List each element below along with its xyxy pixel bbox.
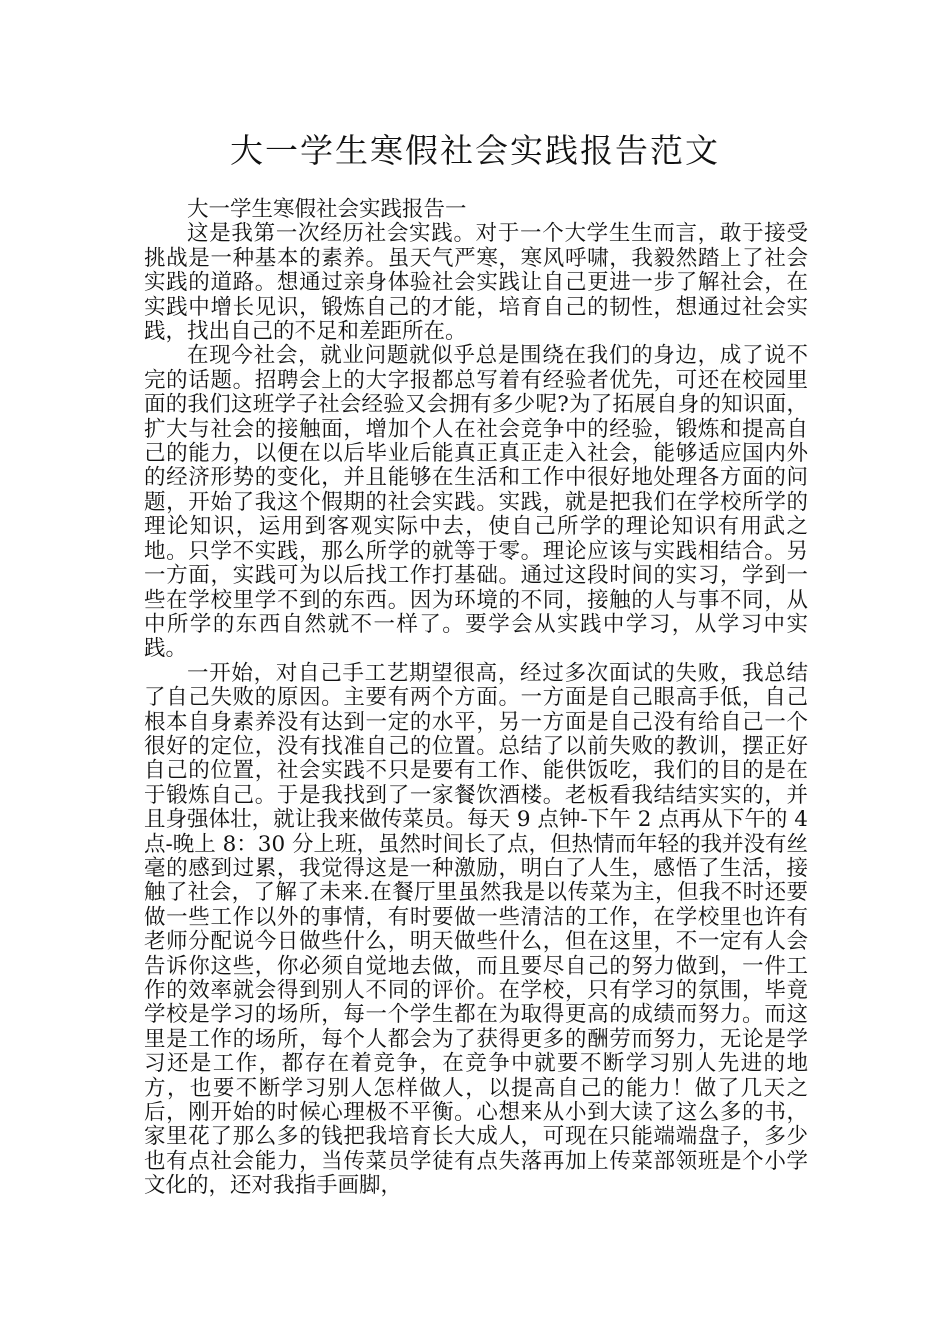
document-body: [144, 198, 808, 1199]
paragraph: 这是我第一次经历社会实践。对于一个大学生生而言，敢于接受挑战是一种基本的素养。虽天气严寒，寒风呼啸，我毅然踏上了社会实践的道路。想通过亲身体验社会实践让自己更进一步了解社会，在实践中增长见识，锻炼自己的才能，培育自己的韧性，想通过社会实践，找出自己的不足和差距所在。: [144, 221, 808, 345]
paragraph: 在现今社会，就业问题就似乎总是围绕在我们的身边，成了说不完的话题。招聘会上的大字报都总写着有经验者优先，可还在校园里面的我们这班学子社会经验又会拥有多少呢?为了拓展自身的知识面，扩大与社会的接触面，增加个人在社会竞争中的经验，锻炼和提高自己的能力，以便在以后毕业后能真正真正走入社会，能够适应国内外的经济形势的变化，并且能够在生活和工作中很好地处理各方面的问题，开始了我这个假期的社会实践。实践，就是把我们在学校所学的理论知识，运用到客观实际中去，使自己所学的理论知识有用武之地。只学不实践，那么所学的就等于零。理论应该与实践相结合。另一方面，实践可为以后找工作打基础。通过这段时间的实习，学到一些在学校里学不到的东西。因为环境的不同，接触的人与事不同，从中所学的东西自然就不一样了。要学会从实践中学习，从学习中实践。: [144, 343, 808, 662]
document-title: 大一学生寒假社会实践报告范文: [230, 131, 720, 170]
paragraph: 一开始，对自己手工艺期望很高，经过多次面试的失败，我总结了自己失败的原因。主要有两个方面。一方面是自己眼高手低，自己根本自身素养没有达到一定的水平，另一方面是自己没有给自己一个很好的定位，没有找准自己的位置。总结了以前失败的教训，摆正好自己的位置，社会实践不只是要有工作、能供饭吃，我们的目的是在于锻炼自己。于是我找到了一家餐饮酒楼。老板看我结结实实的，并且身强体壮，就让我来做传菜员。每天 9 点钟-下午 2 点再从下午的 4 点-晚上 8：30 分上班，虽然时间长了点，但热情而年轻的我并没有丝毫的感到过累，我觉得这是一种激励，明白了人生，感悟了生活，接触了社会，了解了未来.在餐厅里虽然我是以传菜为主，但我不时还要做一些工作以外的事情，有时要做一些清洁的工作，在学校里也许有老师分配说今日做些什么，明天做些什么，但在这里，不一定有人会告诉你这些，你必须自觉地去做，而且要尽自己的努力做到，一件工作的效率就会得到别人不同的评价。在学校，只有学习的氛围，毕竟学校是学习的场所，每一个学生都在为取得更高的成绩而努力。而这里是工作的场所，每个人都会为了获得更多的酬劳而努力，无论是学习还是工作，都存在着竞争，在竞争中就要不断学习别人先进的地方，也要不断学习别人怎样做人，以提高自己的能力！做了几天之后，刚开始的时候心理极不平衡。心想来从小到大读了这么多的书，家里花了那么多的钱把我培育长大成人，可现在只能端端盘子，多少也有点社会能力，当传菜员学徒有点失落再加上传菜部领班是个小学文化的，还对我指手画脚，: [144, 660, 808, 1199]
section-heading: 大一学生寒假社会实践报告一: [187, 197, 467, 222]
